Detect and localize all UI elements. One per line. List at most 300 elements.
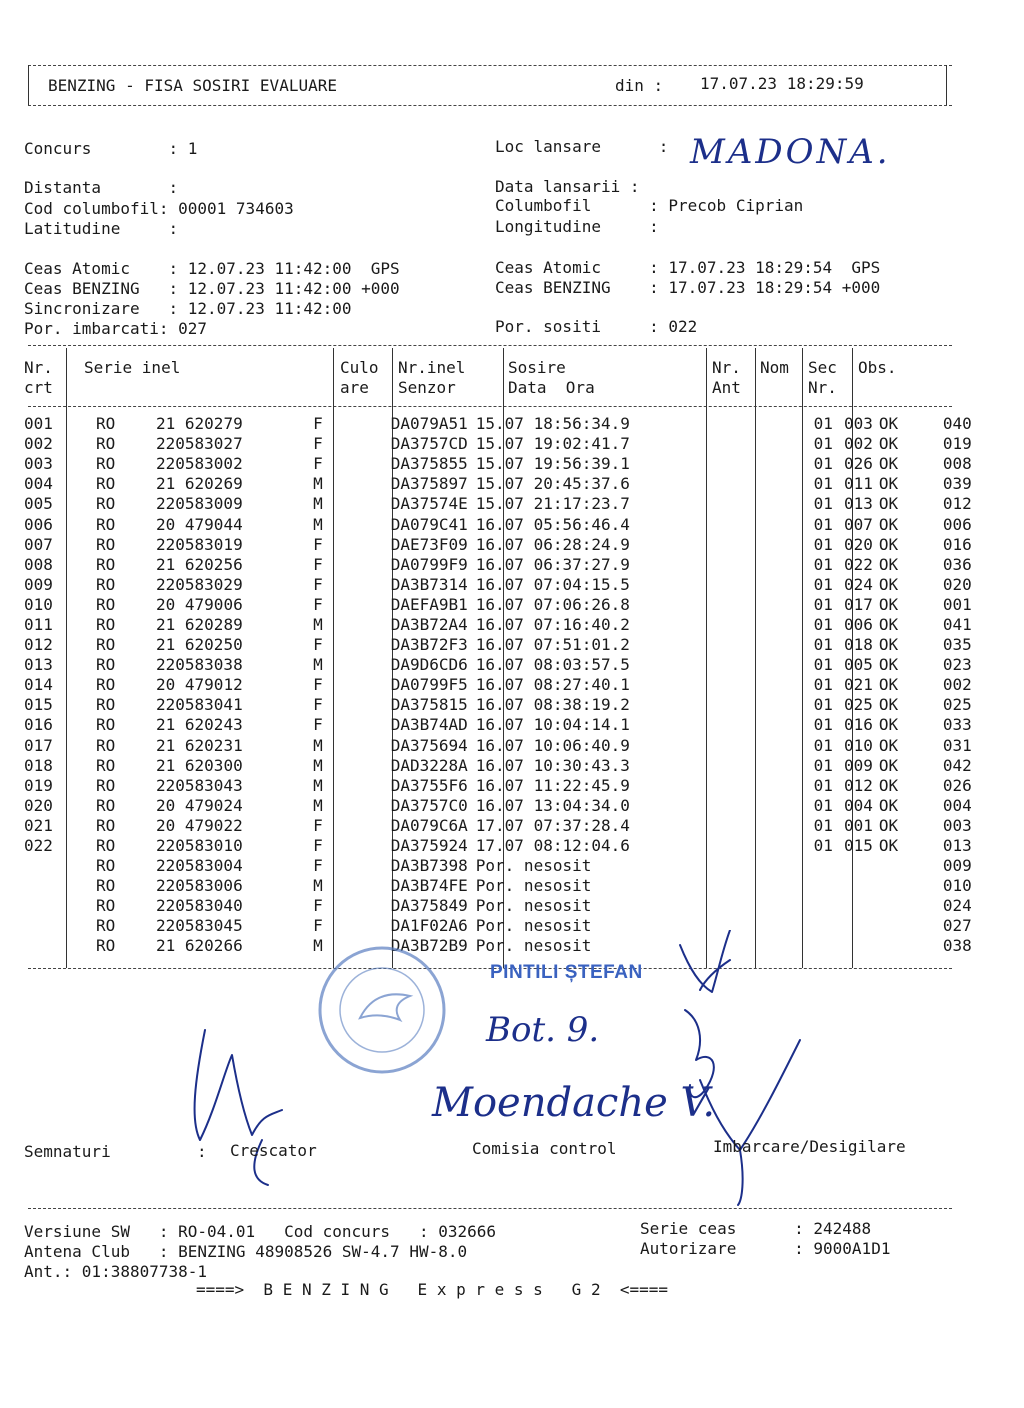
cell-sec: OK <box>878 474 899 494</box>
cell-year: 20 <box>156 594 176 614</box>
cell-spacer <box>981 695 1021 715</box>
footer-line-2-left: Antena Club : BENZING 48908526 SW-4.7 HW-8.0 <box>24 1242 468 1261</box>
table-row <box>24 655 1021 675</box>
cell-senzor: DA3B72B9 <box>390 936 468 956</box>
handwritten-comisia-signature: Moendache V. <box>432 1080 716 1126</box>
cell-sec: OK <box>878 594 899 614</box>
cell-ant: 01 <box>813 675 833 695</box>
cell-sex: F <box>313 856 323 876</box>
cell-spacer <box>981 434 1021 454</box>
cell-spacer <box>981 856 1021 876</box>
cell-country: RO <box>96 494 116 514</box>
mid-right-signature <box>685 1010 714 1097</box>
cell-sosire: 16.07 07:06:26.8 <box>475 594 630 614</box>
cell-nr: 010 <box>24 594 53 614</box>
cell-sex: F <box>313 635 323 655</box>
cell-obs: 033 <box>942 715 972 735</box>
cell-ant: 01 <box>813 695 833 715</box>
cell-culoare <box>331 896 373 916</box>
cell-ant: 01 <box>813 514 833 534</box>
cell-ring-number: 0583029 <box>175 574 243 594</box>
cell-ant <box>630 896 833 916</box>
table-row <box>24 896 1021 916</box>
cell-nr: 022 <box>24 836 53 856</box>
cell-spacer <box>981 454 1021 474</box>
cell-culoare <box>331 555 373 575</box>
col-sec-header-2: Nr. <box>808 378 837 397</box>
cell-year: 22 <box>156 896 176 916</box>
ceas-benzing-right: Ceas BENZING : 17.07.23 18:29:54 +000 <box>495 278 881 297</box>
col-inel-header-2: Senzor <box>398 378 456 397</box>
cell-year: 22 <box>156 454 176 474</box>
cell-ant: 01 <box>813 414 833 434</box>
cell-ring-number: 479024 <box>184 795 243 815</box>
cell-year: 22 <box>156 856 176 876</box>
cell-spacer <box>981 876 1021 896</box>
cell-year: 22 <box>156 876 176 896</box>
cell-ring-number: 0583004 <box>175 856 243 876</box>
cell-year: 21 <box>156 474 176 494</box>
cell-obs: 024 <box>942 896 972 916</box>
cell-senzor: DA3755F6 <box>390 775 468 795</box>
cell-culoare <box>331 715 373 735</box>
cell-ring-number: 0583040 <box>175 896 243 916</box>
cell-obs: 031 <box>942 735 972 755</box>
header-left-edge <box>28 65 29 105</box>
cell-nr: 001 <box>24 414 53 434</box>
cell-obs: 003 <box>942 815 972 835</box>
cell-country: RO <box>96 896 116 916</box>
cell-year: 21 <box>156 614 176 634</box>
cell-country: RO <box>96 574 116 594</box>
latitudine-line: Latitudine : <box>24 219 179 238</box>
cell-ring-number: 479044 <box>184 514 243 534</box>
cell-nom: 025 <box>843 695 873 715</box>
table-row <box>24 695 1021 715</box>
cell-sec: OK <box>878 795 899 815</box>
columbofil-line: Columbofil : Precob Ciprian <box>495 196 804 215</box>
cell-nom: 004 <box>843 795 873 815</box>
cell-ant: 01 <box>813 655 833 675</box>
cell-nom <box>833 856 879 876</box>
cell-sec: OK <box>878 655 899 675</box>
cell-ring-number: 0583006 <box>175 876 243 896</box>
cell-country: RO <box>96 755 116 775</box>
top-right-signature <box>680 930 730 992</box>
cell-senzor: DA3B74AD <box>390 715 468 735</box>
cod-columbofil-line: Cod columbofil: 00001 734603 <box>24 199 294 218</box>
din-label: din : <box>615 76 664 95</box>
cell-sex: F <box>313 594 323 614</box>
cell-sosire: 15.07 20:45:37.6 <box>475 474 630 494</box>
cell-sec: OK <box>878 454 899 474</box>
cell-spacer <box>981 896 1021 916</box>
cell-obs: 004 <box>942 795 972 815</box>
cell-spacer <box>981 555 1021 575</box>
cell-ring-number: 0583002 <box>175 454 243 474</box>
cell-culoare <box>331 836 373 856</box>
cell-country: RO <box>96 514 116 534</box>
cell-year: 22 <box>156 574 176 594</box>
cell-ring-number: 620300 <box>184 755 243 775</box>
cell-culoare <box>331 474 373 494</box>
header-right-edge <box>946 65 947 105</box>
cell-ring-number: 0583010 <box>175 836 243 856</box>
cell-ant: 01 <box>813 494 833 514</box>
cell-nom: 007 <box>843 514 873 534</box>
footer-line-2-right: Autorizare : 9000A1D1 <box>640 1239 891 1258</box>
cell-obs: 038 <box>942 936 972 956</box>
cell-ant: 01 <box>813 614 833 634</box>
cell-ring-number: 0583043 <box>175 775 243 795</box>
cell-sec: OK <box>878 695 899 715</box>
cell-ant: 01 <box>813 474 833 494</box>
table-row <box>24 816 1021 836</box>
footer-rule <box>28 1208 952 1209</box>
cell-obs: 026 <box>942 775 972 795</box>
cell-sex: M <box>313 936 323 956</box>
cell-country: RO <box>96 534 116 554</box>
col-nom-header: Nom <box>760 358 789 377</box>
cell-nr: 004 <box>24 474 53 494</box>
cell-nom: 021 <box>843 675 873 695</box>
cell-sex: F <box>313 454 323 474</box>
cell-year: 22 <box>156 494 176 514</box>
cell-sex: M <box>313 494 323 514</box>
cell-ant: 01 <box>813 735 833 755</box>
cell-nom: 011 <box>843 474 873 494</box>
cell-sosire: 15.07 21:17:23.7 <box>475 494 630 514</box>
cell-senzor: DA3B72F3 <box>390 635 468 655</box>
header-bottom-rule <box>28 105 952 106</box>
cell-sec: OK <box>878 554 899 574</box>
cell-spacer <box>981 595 1021 615</box>
cell-spacer <box>981 615 1021 635</box>
loc-lansare-handwritten: MADONA. <box>690 132 891 172</box>
cell-senzor: DA0799F5 <box>390 675 468 695</box>
cell-country: RO <box>96 815 116 835</box>
table-header-top-rule <box>28 345 952 346</box>
cell-sosire: 17.07 07:37:28.4 <box>475 815 630 835</box>
cell-nr: 005 <box>24 494 53 514</box>
cell-obs: 020 <box>942 574 972 594</box>
cell-sex: F <box>313 815 323 835</box>
ceas-atomic-right: Ceas Atomic : 17.07.23 18:29:54 GPS <box>495 258 881 277</box>
table-row <box>24 876 1021 896</box>
cell-spacer <box>981 715 1021 735</box>
cell-nr: 008 <box>24 554 53 574</box>
cell-obs: 036 <box>942 554 972 574</box>
table-row <box>24 715 1021 735</box>
cell-country: RO <box>96 775 116 795</box>
cell-sosire: 17.07 08:12:04.6 <box>475 836 630 856</box>
cell-year: 21 <box>156 414 176 434</box>
cell-senzor: DA9D6CD6 <box>390 655 468 675</box>
footer-line-1-left: Versiune SW : RO-04.01 Cod concurs : 032666 <box>24 1222 497 1241</box>
cell-sosire: 15.07 18:56:34.9 <box>475 414 630 434</box>
cell-obs: 010 <box>942 876 972 896</box>
table-row <box>24 796 1021 816</box>
cell-nom: 006 <box>843 614 873 634</box>
cell-country: RO <box>96 554 116 574</box>
col-inel-header-1: Nr.inel <box>398 358 466 377</box>
cell-ring-number: 620266 <box>184 936 243 956</box>
cell-country: RO <box>96 474 116 494</box>
cell-sosire: 16.07 10:04:14.1 <box>475 715 630 735</box>
cell-culoare <box>331 816 373 836</box>
loc-lansare-label: Loc lansare : <box>495 137 669 156</box>
cell-spacer <box>981 494 1021 514</box>
cell-culoare <box>331 856 373 876</box>
cell-year: 20 <box>156 815 176 835</box>
cell-sosire: 16.07 08:03:57.5 <box>475 655 630 675</box>
table-row <box>24 776 1021 796</box>
cell-obs: 041 <box>942 614 972 634</box>
cell-sosire: Por. nesosit <box>475 936 592 956</box>
cell-sex: M <box>313 775 323 795</box>
col-sec-header-1: Sec <box>808 358 837 377</box>
cell-sec: OK <box>878 614 899 634</box>
cell-sex: M <box>313 514 323 534</box>
cell-country: RO <box>96 434 116 454</box>
cell-ring-number: 0583045 <box>175 916 243 936</box>
cell-spacer <box>981 816 1021 836</box>
cell-country: RO <box>96 454 116 474</box>
cell-spacer <box>981 776 1021 796</box>
din-value: 17.07.23 18:29:59 <box>700 74 864 93</box>
cell-sex: F <box>313 414 323 434</box>
cell-ant: 01 <box>813 594 833 614</box>
cell-spacer <box>981 635 1021 655</box>
cell-obs: 039 <box>942 474 972 494</box>
cell-country: RO <box>96 675 116 695</box>
cell-obs: 002 <box>942 675 972 695</box>
cell-nr: 015 <box>24 695 53 715</box>
table-row <box>24 535 1021 555</box>
cell-sosire: 16.07 13:04:34.0 <box>475 795 630 815</box>
cell-country: RO <box>96 795 116 815</box>
cell-culoare <box>331 695 373 715</box>
signature-scribbles <box>0 930 1024 1210</box>
cell-nom: 017 <box>843 594 873 614</box>
table-row <box>24 434 1021 454</box>
cell-country: RO <box>96 695 116 715</box>
cell-obs: 006 <box>942 514 972 534</box>
cell-year: 21 <box>156 755 176 775</box>
data-lansarii-line: Data lansarii : <box>495 177 640 196</box>
table-row <box>24 514 1021 534</box>
footer-line-1-right: Serie ceas : 242488 <box>640 1219 872 1238</box>
cell-senzor: DA375815 <box>390 695 468 715</box>
cell-ant <box>630 876 833 896</box>
cell-obs: 013 <box>942 836 972 856</box>
cell-senzor: DA3B74FE <box>390 876 468 896</box>
cell-ant: 01 <box>813 795 833 815</box>
cell-senzor: DA079C41 <box>390 514 468 534</box>
cell-obs: 012 <box>942 494 972 514</box>
cell-obs: 023 <box>942 655 972 675</box>
page-title: BENZING - FISA SOSIRI EVALUARE <box>48 76 337 95</box>
cell-spacer <box>981 655 1021 675</box>
cell-year: 21 <box>156 715 176 735</box>
cell-year: 22 <box>156 916 176 936</box>
table-row <box>24 756 1021 776</box>
table-row <box>24 474 1021 494</box>
cell-ant: 01 <box>813 715 833 735</box>
cell-sex: M <box>313 735 323 755</box>
cell-ant: 01 <box>813 836 833 856</box>
cell-spacer <box>981 796 1021 816</box>
table-row <box>24 836 1021 856</box>
cell-year: 22 <box>156 434 176 454</box>
cell-sosire: Por. nesosit <box>475 916 592 936</box>
cell-culoare <box>331 796 373 816</box>
cell-nr: 019 <box>24 775 53 795</box>
cell-nr: 009 <box>24 574 53 594</box>
cell-sosire: 16.07 06:37:27.9 <box>475 554 630 574</box>
footer-benzing-banner: ====> B E N Z I N G E x p r e s s G 2 <==== <box>196 1280 669 1299</box>
cell-ring-number: 0583019 <box>175 534 243 554</box>
handwritten-bot-note: Bot. 9. <box>486 1010 600 1050</box>
cell-sex: F <box>313 434 323 454</box>
cell-senzor: DA0799F9 <box>390 554 468 574</box>
cell-nom: 022 <box>843 554 873 574</box>
cell-sosire: 16.07 10:30:43.3 <box>475 755 630 775</box>
cell-senzor: DA3757C0 <box>390 795 468 815</box>
cell-ring-number: 0583009 <box>175 494 243 514</box>
longitudine-line: Longitudine : <box>495 217 659 236</box>
cell-year: 21 <box>156 735 176 755</box>
cell-year: 21 <box>156 554 176 574</box>
cell-sex: F <box>313 836 323 856</box>
cell-sex: F <box>313 715 323 735</box>
cell-ant: 01 <box>813 434 833 454</box>
cell-sex: F <box>313 534 323 554</box>
cell-sosire: 16.07 07:51:01.2 <box>475 635 630 655</box>
cell-country: RO <box>96 414 116 434</box>
cell-nr: 016 <box>24 715 53 735</box>
cell-culoare <box>331 756 373 776</box>
cell-ring-number: 620256 <box>184 554 243 574</box>
por-sositi-line: Por. sositi : 022 <box>495 317 698 336</box>
cell-nr: 021 <box>24 815 53 835</box>
crescator-signature <box>195 1030 282 1140</box>
cell-country: RO <box>96 594 116 614</box>
cell-sec: OK <box>878 775 899 795</box>
cell-sec: OK <box>878 494 899 514</box>
cell-sosire: 16.07 07:16:40.2 <box>475 614 630 634</box>
cell-year: 21 <box>156 635 176 655</box>
cell-culoare <box>331 414 373 434</box>
cell-nr: 007 <box>24 534 53 554</box>
cell-sec: OK <box>878 514 899 534</box>
cell-spacer <box>981 675 1021 695</box>
col-culoare-header-1: Culo <box>340 358 379 377</box>
cell-culoare <box>331 876 373 896</box>
cell-nom: 012 <box>843 775 873 795</box>
cell-obs: 001 <box>942 594 972 614</box>
cell-year: 22 <box>156 534 176 554</box>
cell-country: RO <box>96 876 116 896</box>
cell-senzor: DA079A51 <box>390 414 468 434</box>
cell-year: 20 <box>156 675 176 695</box>
cell-country: RO <box>96 655 116 675</box>
cell-obs: 019 <box>942 434 972 454</box>
cell-nr: 012 <box>24 635 53 655</box>
cell-nom: 024 <box>843 574 873 594</box>
cell-ring-number: 479012 <box>184 675 243 695</box>
cell-sex: M <box>313 795 323 815</box>
cell-nr: 017 <box>24 735 53 755</box>
cell-nom: 010 <box>843 735 873 755</box>
table-row <box>24 595 1021 615</box>
table-row <box>24 414 1021 434</box>
cell-culoare <box>331 635 373 655</box>
cell-sex: M <box>313 876 323 896</box>
cell-ant: 01 <box>813 454 833 474</box>
cell-nr: 014 <box>24 675 53 695</box>
table-row <box>24 575 1021 595</box>
cell-sec <box>879 856 929 876</box>
comisia-control-label: Comisia control <box>472 1139 617 1158</box>
col-ant-header-2: Ant <box>712 378 741 397</box>
crescator-label: Crescator <box>230 1141 317 1160</box>
cell-ring-number: 620269 <box>184 474 243 494</box>
sincronizare-line: Sincronizare : 12.07.23 11:42:00 <box>24 299 352 318</box>
table-row <box>24 736 1021 756</box>
cell-sosire: 16.07 07:04:15.5 <box>475 574 630 594</box>
cell-sec: OK <box>878 534 899 554</box>
cell-obs: 040 <box>942 414 972 434</box>
cell-senzor: DA375849 <box>390 896 468 916</box>
cell-sec: OK <box>878 755 899 775</box>
cell-year: 20 <box>156 514 176 534</box>
cell-sec <box>879 896 929 916</box>
col-obs-header: Obs. <box>858 358 897 377</box>
cell-sec <box>879 876 929 896</box>
cell-sec: OK <box>878 836 899 856</box>
cell-year: 22 <box>156 695 176 715</box>
cell-sex: F <box>313 916 323 936</box>
cell-spacer <box>981 535 1021 555</box>
cell-sosire: 16.07 06:28:24.9 <box>475 534 630 554</box>
cell-culoare <box>331 595 373 615</box>
cell-ring-number: 620279 <box>184 414 243 434</box>
cell-obs: 009 <box>942 856 972 876</box>
cell-sec: OK <box>878 574 899 594</box>
cell-nr <box>24 896 66 916</box>
cell-sec: OK <box>878 635 899 655</box>
cell-sex: F <box>313 574 323 594</box>
cell-nr: 011 <box>24 614 53 634</box>
cell-senzor: DA079C6A <box>390 815 468 835</box>
cell-nr: 018 <box>24 755 53 775</box>
cell-sosire: Por. nesosit <box>475 896 592 916</box>
cell-sex: F <box>313 554 323 574</box>
cell-year: 20 <box>156 795 176 815</box>
cell-sosire: 16.07 05:56:46.4 <box>475 514 630 534</box>
cell-sex: F <box>313 675 323 695</box>
cell-sosire: Por. nesosit <box>475 856 592 876</box>
cell-culoare <box>331 675 373 695</box>
cell-year: 22 <box>156 836 176 856</box>
cell-nom: 009 <box>843 755 873 775</box>
table-row <box>24 675 1021 695</box>
imbarcare-signature <box>700 1040 800 1205</box>
cell-spacer <box>981 514 1021 534</box>
cell-senzor: DA3B72A4 <box>390 614 468 634</box>
cell-culoare <box>331 655 373 675</box>
